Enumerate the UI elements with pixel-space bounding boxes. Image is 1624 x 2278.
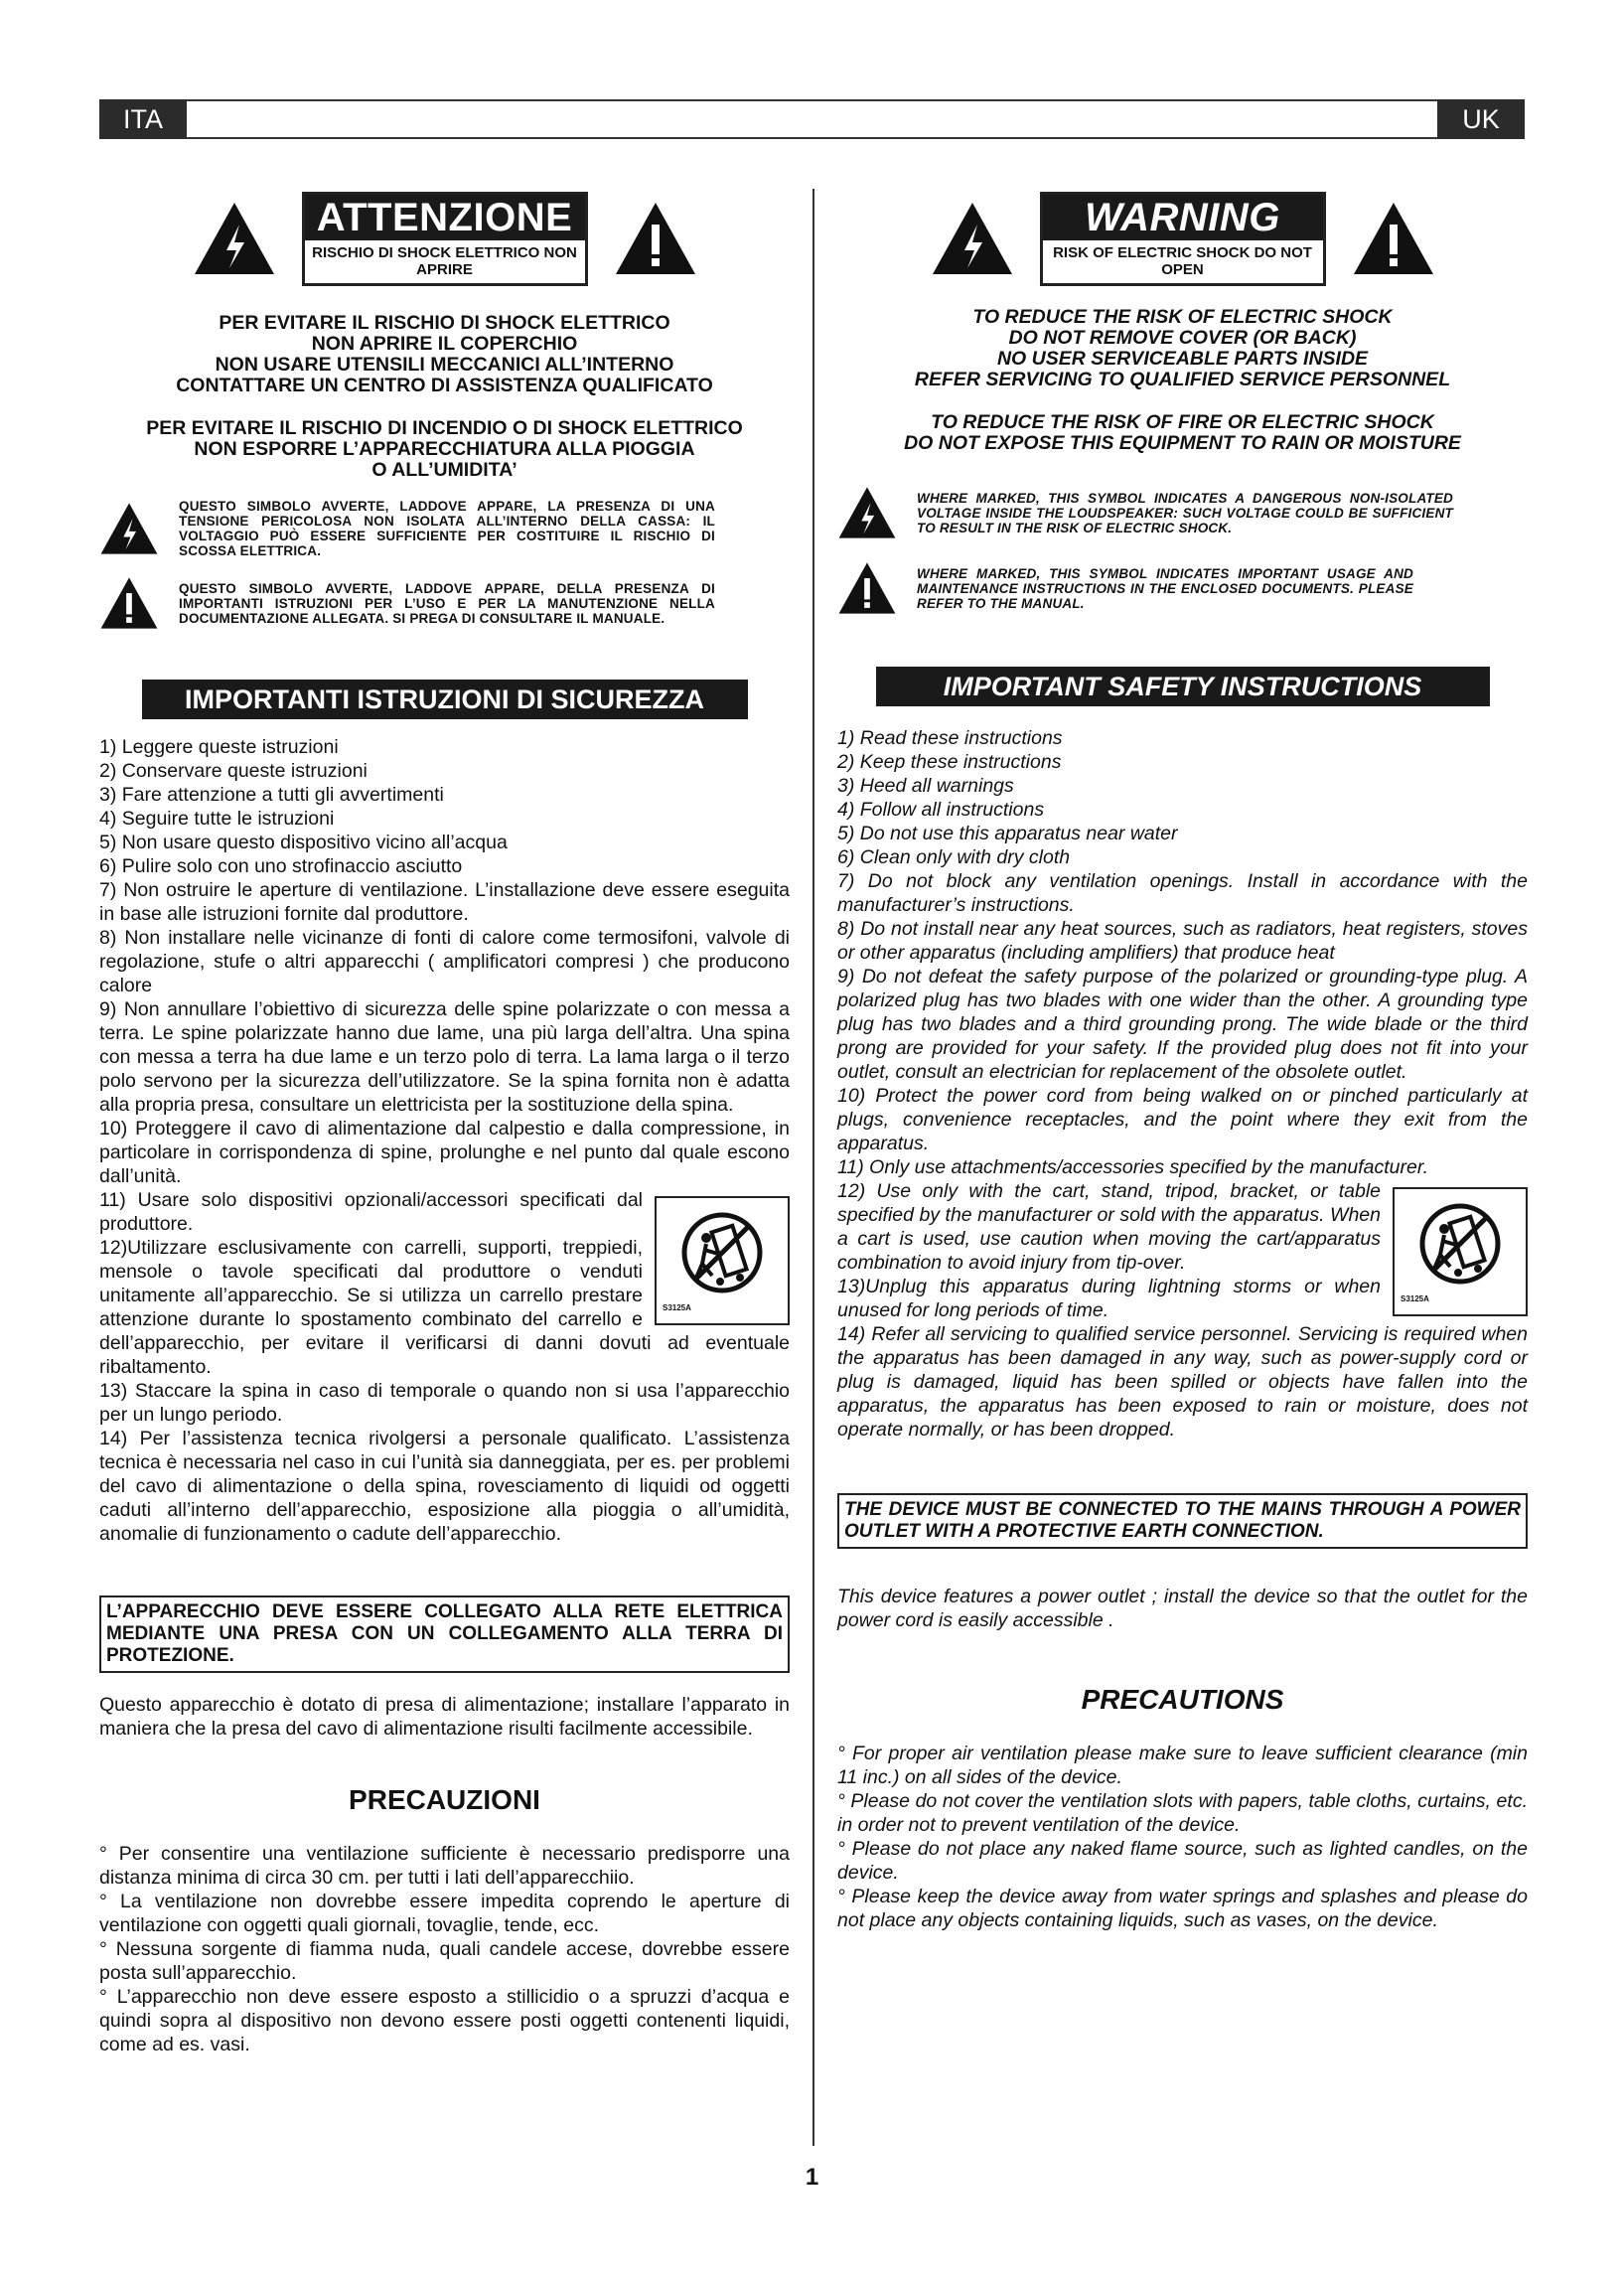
list-item: 11) Only use attachments/accessories specified by the manufacturer. <box>837 1156 1429 1178</box>
warning-title: WARNING <box>1043 195 1323 240</box>
list-item: 4) Follow all instructions <box>837 799 1045 821</box>
list-item: 4) Seguire tutte le istruzioni <box>99 808 335 830</box>
exclamation-warning-icon <box>1352 201 1435 276</box>
list-item: 7) Do not block any ventilation openings. Install in accordance with the manufacturer’s instructions. <box>837 870 1528 916</box>
shock-line: PER EVITARE IL RISCHIO DI SHOCK ELETTRICO <box>219 312 670 334</box>
outlet-notice-uk: This device features a power outlet ; install the device so that the outlet for the power cord is easily accessible . <box>837 1586 1528 1631</box>
cart-tipover-icon <box>1395 1189 1526 1298</box>
list-item: 13)Unplug this apparatus during lightning storms or when unused for long periods of time. <box>837 1276 1381 1321</box>
symbol-text: WHERE MARKED, THIS SYMBOL INDICATES IMPORTANT USAGE AND MAINTENANCE INSTRUCTIONS IN THE ENCLOSED DOCUMENTS. PLEASE REFER TO THE MANUAL. <box>917 565 1413 611</box>
list-item: 8) Do not install near any heat sources, such as radiators, heat registers, stoves or other apparatus (including amplifiers) that produce heat <box>837 918 1528 964</box>
shock-warning-uk <box>837 307 1528 390</box>
exclamation-warning-icon <box>99 576 159 630</box>
list-item: 1) Read these instructions <box>837 727 1063 749</box>
list-item: ° L’apparecchio non deve essere esposto a stillicidio o a spruzzi d’acqua e quindi sopra al dispositivo non devono essere posti oggetti contenenti liquidi, come ad es. vasi. <box>99 1986 790 2055</box>
cart-tipover-warning <box>655 1196 790 1325</box>
language-tag-uk: UK <box>1437 99 1525 139</box>
symbol-explanation-exclamation-ita <box>99 576 790 630</box>
page-number: 1 <box>805 2164 819 2191</box>
list-item: 5) Do not use this apparatus near water <box>837 823 1178 844</box>
precautions-list-uk <box>837 1742 1528 1932</box>
column-ita <box>99 184 790 2056</box>
list-item: ° La ventilazione non dovrebbe essere impedita coprendo le aperture di ventilazione con oggetti quali giornali, tovaglie, tende, ecc. <box>99 1891 790 1936</box>
warning-title: ATTENZIONE <box>305 195 585 240</box>
list-item: 8) Non installare nelle vicinanze di fonti di calore come termosifoni, valvole di regolazione, stufe o altri apparecchi ( amplificatori compresi ) che producono calore <box>99 927 790 996</box>
warning-subtitle: RISK OF ELECTRIC SHOCK DO NOT OPEN <box>1053 243 1312 278</box>
shock-line: CONTATTARE UN CENTRO DI ASSISTENZA QUALIFICATO <box>176 375 713 396</box>
warning-box-ita <box>302 192 588 286</box>
list-item: 10) Protect the power cord from being walked on or pinched particularly at plugs, convenience receptacles, and the point where they exit from the apparatus. <box>837 1085 1528 1154</box>
shock-warning-ita <box>99 313 790 396</box>
column-uk <box>837 184 1528 1932</box>
list-item: 1) Leggere queste istruzioni <box>99 736 339 758</box>
list-item: ° For proper air ventilation please make sure to leave sufficient clearance (min 11 inc.) on all sides of the device. <box>837 1743 1528 1788</box>
cart-code: S3125A <box>1401 1294 1429 1303</box>
symbol-text: QUESTO SIMBOLO AVVERTE, LADDOVE APPARE, DELLA PRESENZA DI IMPORTANTI ISTRUZIONI PER L’USO E PER LA MANUTENZIONE NELLA DOCUMENTAZIONE ALLEGATA. SI PREGA DI CONSULTARE IL MANUALE. <box>179 580 715 626</box>
list-item: 14) Refer all servicing to qualified service personnel. Servicing is required when the apparatus has been damaged in any way, such as power-supply cord or plug is damaged, liquid has been spilled or objects have fallen into the apparatus, the apparatus has been exposed to rain or moisture, does not operate normally, or has been dropped. <box>837 1323 1528 1441</box>
warning-subtitle: RISCHIO DI SHOCK ELETTRICO NON APRIRE <box>312 243 577 278</box>
fire-line: TO REDUCE THE RISK OF FIRE OR ELECTRIC SHOCK <box>931 411 1434 433</box>
shock-line: REFER SERVICING TO QUALIFIED SERVICE PERSONNEL <box>914 369 1451 390</box>
section-title-safety-uk: IMPORTANT SAFETY INSTRUCTIONS <box>876 667 1490 706</box>
list-item: 12) Use only with the cart, stand, tripod, bracket, or table specified by the manufacturer or sold with the apparatus. When a cart is used, use caution when moving the cart/apparatus combination to avoid injury from tip-over. <box>837 1180 1381 1274</box>
warning-header-uk <box>837 184 1528 293</box>
shock-line: NON APRIRE IL COPERCHIO <box>311 333 578 355</box>
list-item: 5) Non usare questo dispositivo vicino all’acqua <box>99 832 508 853</box>
list-item: ° Please do not cover the ventilation slots with papers, table cloths, curtains, etc. in order not to prevent ventilation of the device. <box>837 1790 1528 1836</box>
list-item: 3) Fare attenzione a tutti gli avvertimenti <box>99 784 444 806</box>
warning-header-ita <box>99 184 790 293</box>
list-item: 7) Non ostruire le aperture di ventilazione. L’installazione deve essere eseguita in base alle istruzioni fornite dal produttore. <box>99 879 790 925</box>
shock-line: NON USARE UTENSILI MECCANICI ALL’INTERNO <box>215 354 674 376</box>
lightning-warning-icon <box>193 201 276 276</box>
fire-line: DO NOT EXPOSE THIS EQUIPMENT TO RAIN OR MOISTURE <box>904 432 1461 454</box>
lightning-warning-icon <box>837 486 897 539</box>
fire-line: O ALL’UMIDITA’ <box>371 459 517 481</box>
mains-earth-notice-uk: THE DEVICE MUST BE CONNECTED TO THE MAINS THROUGH A POWER OUTLET WITH A PROTECTIVE EARTH CONNECTION. <box>837 1493 1528 1549</box>
language-tag-ita: ITA <box>99 99 187 139</box>
list-item: 9) Do not defeat the safety purpose of the polarized or grounding-type plug. A polarized plug has two blades with one wider than the other. A grounding type plug has two blades and a third grounding prong. The wide blade or the third prong are provided for your safety. If the provided plug does not fit into your outlet, consult an electrician for replacement of the obsolete outlet. <box>837 966 1528 1083</box>
warning-box-uk <box>1040 192 1326 286</box>
list-item: 2) Conservare queste istruzioni <box>99 760 368 782</box>
cart-tipover-icon <box>657 1198 788 1307</box>
list-item: ° Please do not place any naked flame source, such as lighted candles, on the device. <box>837 1838 1528 1884</box>
list-item: 6) Clean only with dry cloth <box>837 846 1071 868</box>
list-item: ° Nessuna sorgente di fiamma nuda, quali candele accese, dovrebbe essere posta sull’apparecchio. <box>99 1938 790 1984</box>
lightning-warning-icon <box>931 201 1014 276</box>
cart-code: S3125A <box>663 1303 691 1312</box>
list-item: 6) Pulire solo con uno strofinaccio asciutto <box>99 855 463 877</box>
list-item: 11) Usare solo dispositivi opzionali/accessori specificati dal produttore. <box>99 1189 643 1235</box>
list-item: 13) Staccare la spina in caso di temporale o quando non si usa l’apparecchio per un lungo periodo. <box>99 1380 790 1426</box>
mains-earth-notice-ita: L’APPARECCHIO DEVE ESSERE COLLEGATO ALLA RETE ELETTRICA MEDIANTE UNA PRESA CON UN COLLEGAMENTO ALLA TERRA DI PROTEZIONE. <box>99 1595 790 1673</box>
symbol-text: QUESTO SIMBOLO AVVERTE, LADDOVE APPARE, LA PRESENZA DI UNA TENSIONE PERICOLOSA NON ISOLATA ALL’INTERNO DELLA CASSA: IL VOLTAGGIO PUÒ ESSERE SUFFICIENTE PER COSTITUIRE IL RISCHIO DI SCOSSA ELETTRICA. <box>179 499 715 558</box>
list-item: 9) Non annullare l’obiettivo di sicurezza delle spine polarizzate o con messa a terra. Le spine polarizzate hanno due lame, una più larga dell’altra. Una spina con messa a terra ha due lame e un terzo polo di terra. La lama larga o il terzo polo servono per la sicurezza dell’utilizzatore. Se la spina fornita non è adatta alla propria presa, consultare un elettricista per la sostituzione della spina. <box>99 998 790 1116</box>
exclamation-warning-icon <box>614 201 697 276</box>
precautions-title-uk: PRECAUTIONS <box>1081 1684 1284 1715</box>
list-item: 2) Keep these instructions <box>837 751 1062 773</box>
fire-line: NON ESPORRE L’APPARECCHIATURA ALLA PIOGGIA <box>194 438 695 460</box>
instructions-list-ita <box>99 735 790 1546</box>
fire-line: PER EVITARE IL RISCHIO DI INCENDIO O DI SHOCK ELETTRICO <box>146 417 743 439</box>
list-item: 12)Utilizzare esclusivamente con carrelli, supporti, treppiedi, mensole o tavole specificati dal produttore o venduti unitamente all’apparecchio. Se si utilizza un carrello prestare attenzione durante lo spostamento combinato del carrello e dell’apparecchio, per evitare il verificarsi di danni dovuti ad eventuale ribaltamento. <box>99 1237 790 1378</box>
shock-line: NO USER SERVICEABLE PARTS INSIDE <box>996 348 1369 370</box>
list-item: 14) Per l’assistenza tecnica rivolgersi a personale qualificato. L’assistenza tecnica è necessaria nel caso in cui l’unità sia danneggiata, per es. per problemi del cavo di alimentazione o della spina, rovesciamento di liquidi od oggetti caduti all’interno dell’apparecchio, esposizione alla pioggia o all’umidità, anomalie di funzionamento o cadute dell’apparecchio. <box>99 1428 790 1545</box>
instructions-list-uk <box>837 726 1528 1442</box>
precautions-list-ita <box>99 1842 790 2056</box>
fire-warning-uk <box>837 412 1528 454</box>
section-title-safety-ita: IMPORTANTI ISTRUZIONI DI SICUREZZA <box>142 680 748 719</box>
fire-warning-ita <box>99 418 790 481</box>
cart-tipover-warning <box>1393 1187 1528 1316</box>
outlet-notice-ita: Questo apparecchio è dotato di presa di alimentazione; installare l’apparato in maniera che la presa del cavo di alimentazione risulti facilmente accessibile. <box>99 1694 790 1740</box>
symbol-explanation-lightning-uk <box>837 486 1528 539</box>
precautions-title-ita: PRECAUZIONI <box>349 1784 540 1815</box>
exclamation-warning-icon <box>837 561 897 615</box>
shock-line: TO REDUCE THE RISK OF ELECTRIC SHOCK <box>972 306 1393 328</box>
symbol-explanation-lightning-ita <box>99 499 790 558</box>
column-divider <box>812 189 814 2146</box>
header-bar <box>99 99 1525 139</box>
lightning-warning-icon <box>99 502 159 555</box>
symbol-explanation-exclamation-uk <box>837 561 1528 615</box>
list-item: ° Per consentire una ventilazione sufficiente è necessario predisporre una distanza minima di circa 30 cm. per tutti i lati dell’apparecchiio. <box>99 1843 790 1889</box>
list-item: ° Please keep the device away from water springs and splashes and please do not place any objects containing liquids, such as vases, on the device. <box>837 1886 1528 1931</box>
list-item: 3) Heed all warnings <box>837 775 1014 797</box>
symbol-text: WHERE MARKED, THIS SYMBOL INDICATES A DANGEROUS NON-ISOLATED VOLTAGE INSIDE THE LOUDSPEAKER: SUCH VOLTAGE COULD BE SUFFICIENT TO RESULT IN THE RISK OF ELECTRIC SHOCK. <box>917 490 1453 535</box>
list-item: 10) Proteggere il cavo di alimentazione dal calpestio e dalla compressione, in particolare in corrispondenza di spine, prolunghe e nel punto dal quale escono dall’unità. <box>99 1118 790 1187</box>
shock-line: DO NOT REMOVE COVER (OR BACK) <box>1008 327 1357 349</box>
